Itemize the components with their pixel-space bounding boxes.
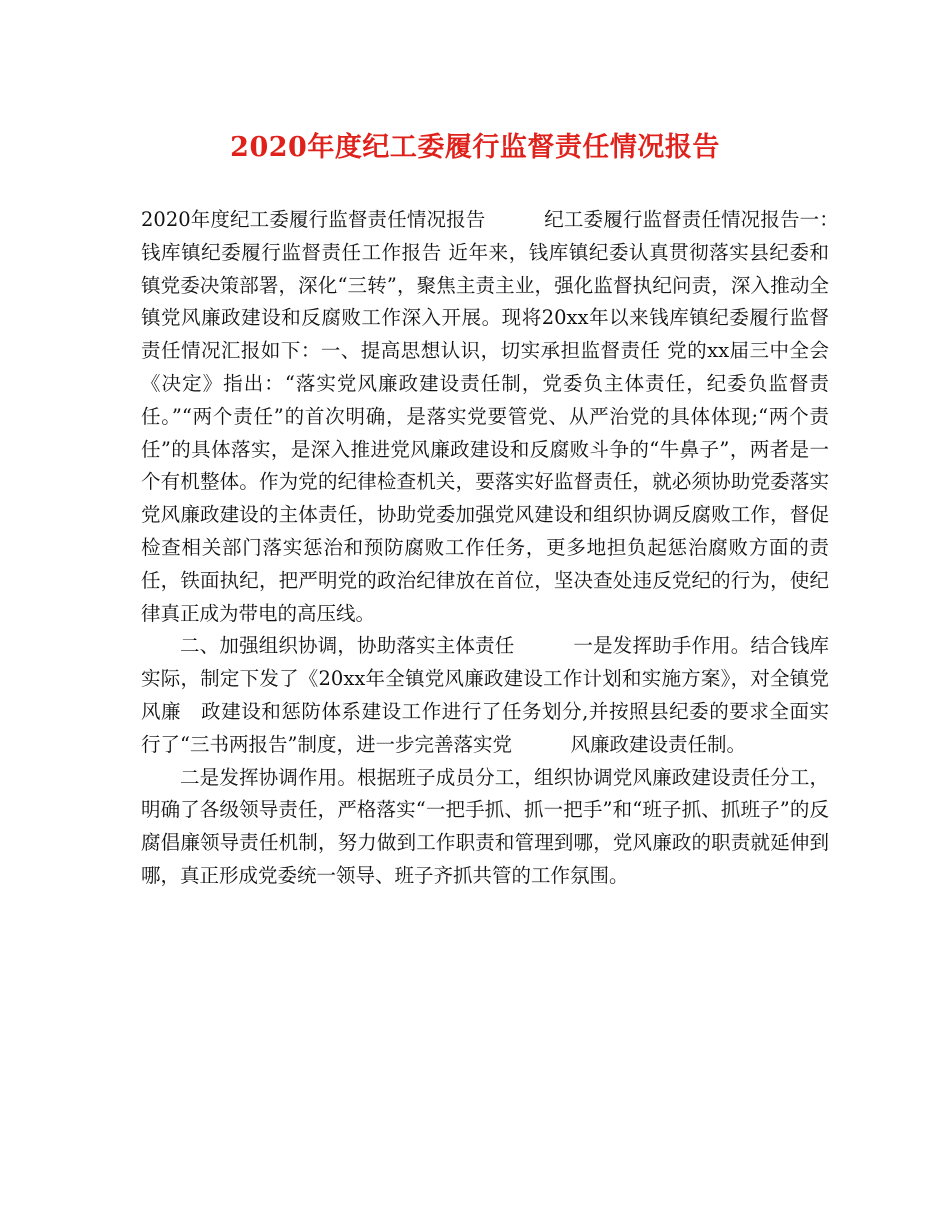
paragraph-intro: 2020年度纪工委履行监督责任情况报告 纪工委履行监督责任情况报告一： 钱库镇纪委履行监督责任工作报告 近年来，钱库镇纪委认真贯彻落实县纪委和镇党委决策部署，深化“三转”，聚焦主责主业，强化监督执纪问责，深入推动全镇党风廉政建设和反腐败工作深入开展。现将20xx年以来钱库镇纪委履行监督责任情况汇报如下：一、提高思想认识，切实承担监督责任 党的xx届三中全会《决定》指出：“落实党风廉政建设责任制，党委负主体责任，纪委负监督责任。”“两个责任”的首次明确，是落实党要管党、从严治党的具体体现;“两个责任”的具体落实，是深入推进党风廉政建设和反腐败斗争的“牛鼻子”，两者是一个有机整体。作为党的纪律检查机关，要落实好监督责任，就必须协助党委落实党风廉政建设的主体责任，协助党委加强党风建设和组织协调反腐败工作，督促检查相关部门落实惩治和预防腐败工作任务，更多地担负起惩治腐败方面的责任，铁面执纪，把严明党的政治纪律放在首位，坚决查处违反党纪的行为，使纪律真正成为带电的高压线。 — [141, 208, 908, 625]
document-title: 2020年度纪工委履行监督责任情况报告 — [230, 132, 720, 163]
paragraph-section-two: 二、加强组织协调，协助落实主体责任 一是发挥助手作用。结合钱库实际，制定下发了《20xx年全镇党风廉政建设工作计划和实施方案》，对全镇党风廉 政建设和惩防体系建设工作进行了任务划分,并按照县纪委的要求全面实行了“三书两报告”制度，进一步完善落实党 风廉政建设责任制。 — [141, 634, 829, 756]
paragraph-coordination: 二是发挥协调作用。根据班子成员分工，组织协调党风廉政建设责任分工，明确了各级领导责任，严格落实“一把手抓、抓一把手”和“班子抓、抓班子”的反腐倡廉领导责任机制，努力做到工作职责和管理到哪，党风廉政的职责就延伸到哪，真正形成党委统一领导、班子齐抓共管的工作氛围。 — [141, 765, 829, 887]
document-body — [141, 204, 908, 893]
